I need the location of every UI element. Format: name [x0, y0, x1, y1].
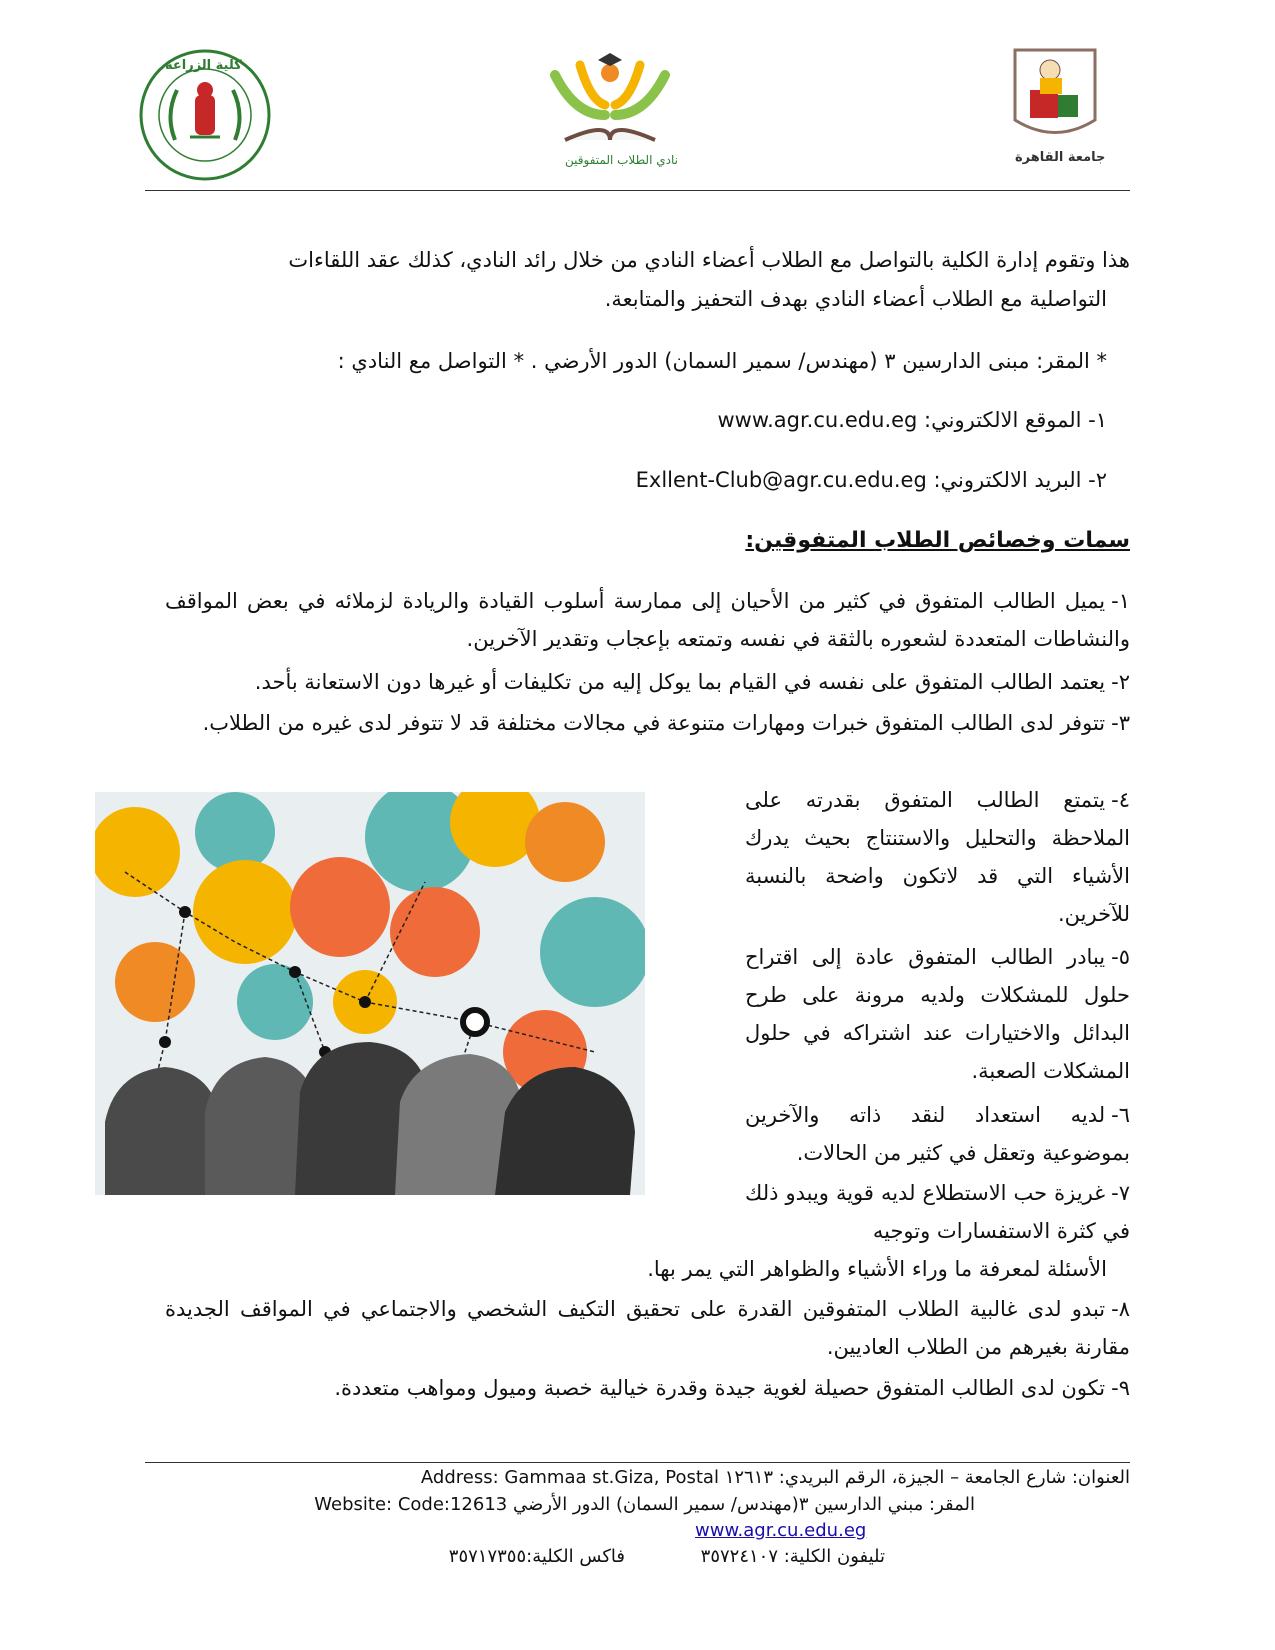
list-item: ٨-تبدو لدى غالبية الطلاب المتفوقين القدرة على تحقيق التكيف الشخصي والاجتماعي في المواقف الجديدة مقارنة بغيرهم من الطلاب العاديين. [165, 1297, 1130, 1359]
university-logo-caption: جامعة القاهرة [1015, 150, 1106, 165]
footer-divider [145, 1462, 1130, 1463]
list-item: ٩-تكون لدى الطالب المتفوق حصيلة لغوية جيدة وقدرة خيالية خصبة وميول ومواهب متعددة. [334, 1376, 1130, 1400]
list-item: ١-يميل الطالب المتفوق في كثير من الأحيان إلى ممارسة أسلوب القيادة والريادة لزملائه في بعض المواقف والنشاطات المتعددة لشعوره بالثقة في نفسه وتمتعه بإعجاب وتقدير الآخرين. [165, 589, 1130, 651]
microscope-bubble [193, 860, 297, 964]
footer-website-link[interactable]: www.agr.cu.edu.eg [695, 1520, 867, 1541]
list-item: ٧-غريزة حب الاستطلاع لديه قوية ويبدو ذلك في كثرة الاستفسارات وتوجيه [745, 1181, 1130, 1243]
club-logo [535, 45, 685, 195]
footer-fax: فاكس الكلية:٣٥٧١٧٣٥٥ [448, 1546, 625, 1567]
list-item: الأسئلة لمعرفة ما وراء الأشياء والظواهر التي يمر بها. [647, 1257, 1107, 1281]
list-item: ٢-يعتمد الطالب المتفوق على نفسه في القيام بما يوكل إليه من تكليفات أو غيرها دون الاستعانة بأحد. [254, 670, 1130, 694]
section-heading: سمات وخصائص الطلاب المتفوقين: [745, 528, 1130, 553]
location-line: * المقر: مبنى الدارسين ٣ (مهندس/ سمير السمان) الدور الأرضي . * التواصل مع النادي : [337, 349, 1107, 373]
list-item: ٥-يبادر الطالب المتفوق عادة إلى اقتراح حلول للمشكلات ولديه مرونة على طرح البدائل والاختيارات عند اشتراكه في حلول المشكلات الصعبة. [745, 945, 1130, 1083]
university-logo [1010, 45, 1100, 195]
club-logo-caption: نادي الطلاب المتفوقين [565, 153, 678, 167]
email-line[interactable]: ٢- البريد الالكتروني: Exllent-Club@agr.cu.edu.eg [635, 468, 1107, 492]
website-line[interactable]: ١- الموقع الالكتروني: www.agr.cu.edu.eg [717, 408, 1107, 432]
intro-line-1: هذا وتقوم إدارة الكلية بالتواصل مع الطلاب أعضاء النادي من خلال رائد النادي، كذلك عقد اللقاءات [288, 248, 1130, 272]
intro-line-2: التواصلية مع الطلاب أعضاء النادي بهدف التحفيز والمتابعة. [604, 287, 1107, 311]
footer-phone: تليفون الكلية: ٣٥٧٢٤١٠٧ [700, 1546, 885, 1567]
list-item: ٣-تتوفر لدى الطالب المتفوق خبرات ومهارات متنوعة في مجالات مختلفة قد لا تتوفر لدى غيره من الطلاب. [202, 711, 1130, 735]
list-item: ٦-لديه استعداد لنقد ذاته والآخرين بموضوعية وتعقل في كثير من الحالات. [745, 1103, 1130, 1165]
footer-code: المقر: مبني الدارسين ٣(مهندس/ سمير السمان) الدور الأرضي Website: Code:12613 [314, 1494, 975, 1515]
illustration-image [95, 792, 645, 1195]
faculty-logo-title: كلية الزراعة [165, 58, 242, 73]
list-item: ٤-يتمتع الطالب المتفوق بقدرته على الملاحظة والتحليل والاستنتاج بحيث يدرك الأشياء التي قد لاتكون واضحة بالنسبة للآخرين. [745, 788, 1130, 926]
footer-address: العنوان: شارع الجامعة – الجيزة، الرقم البريدي: ١٢٦١٣ Address: Gammaa st.Giza, Postal [420, 1467, 1130, 1488]
header-divider [145, 190, 1130, 191]
